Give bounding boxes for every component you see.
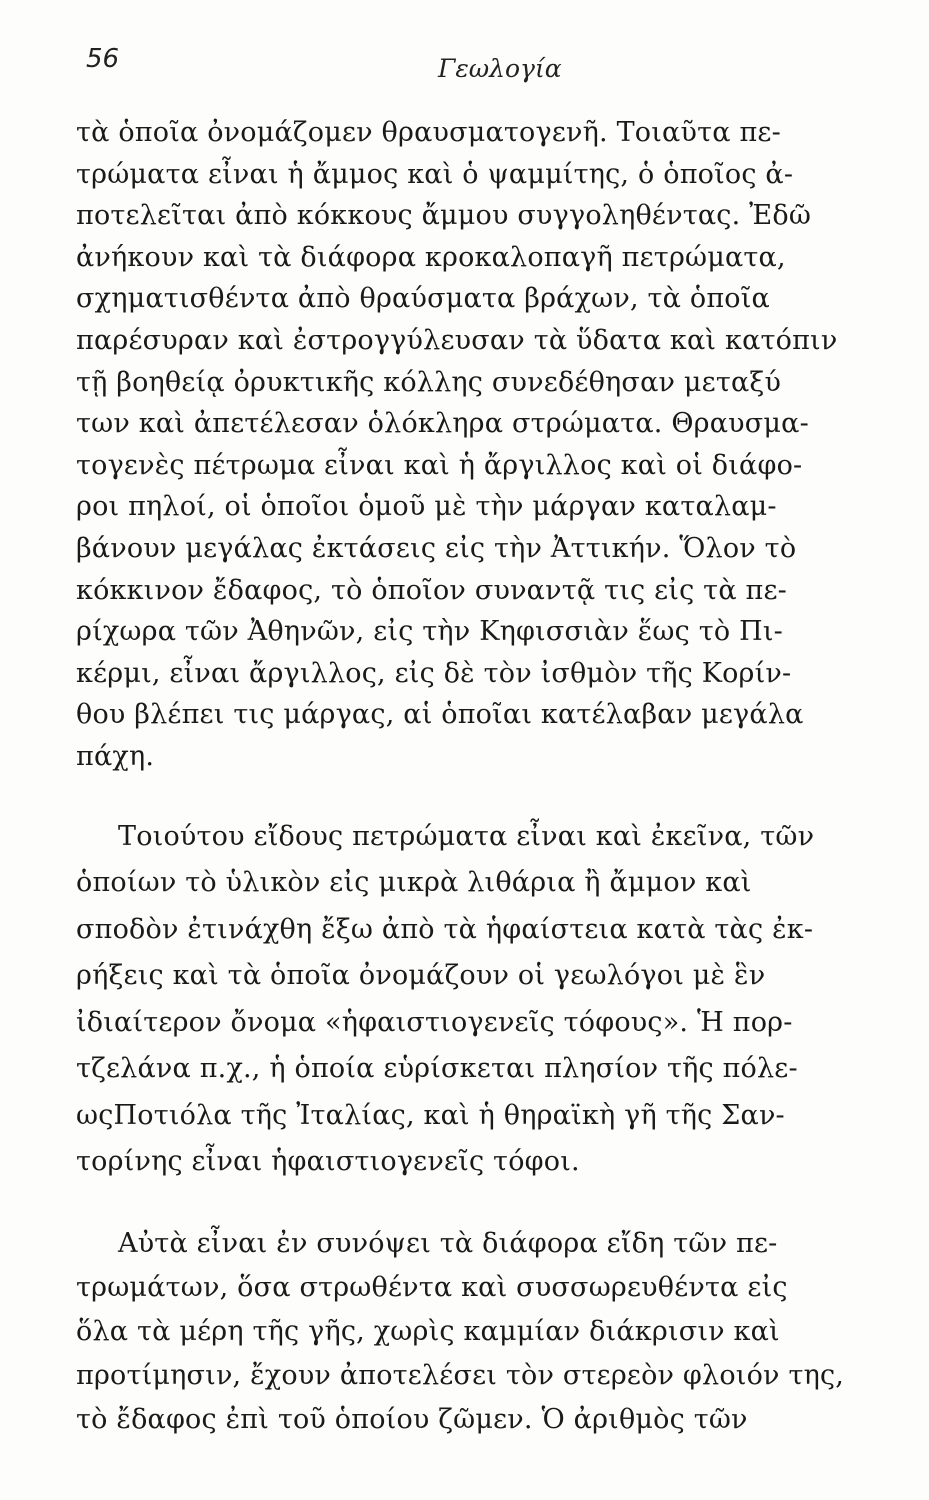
text-line: ωςΠοτιόλα τῆς Ἰταλίας, καὶ ἡ θηραϊκὴ γῆ τῆς Σαν- <box>76 1099 785 1131</box>
paragraph-3 <box>76 1222 856 1442</box>
text-line: ποτελεῖται ἀπὸ κόκκους ἄμμου συγγοληθέντας. Ἐδῶ <box>76 200 812 232</box>
text-line: τρωμάτων, ὅσα στρωθέντα καὶ συσσωρευθέντα εἰς <box>76 1271 788 1303</box>
text-line: τῇ βοηθείᾳ ὀρυκτικῆς κόλλης συνεδέθησαν μεταξύ <box>76 366 782 398</box>
text-line: θου βλέπει τις μάργας, αἱ ὁποῖαι κατέλαβαν μεγάλα <box>76 699 804 731</box>
text-line: κόκκινον ἔδαφος, τὸ ὁποῖον συναντᾷ τις εἰς τὰ πε- <box>76 574 787 606</box>
text-line: τορίνης εἶναι ἡφαιστιογενεῖς τόφοι. <box>76 1146 580 1177</box>
page-number: 56 <box>86 44 120 74</box>
text-line: Τοιούτου εἴδους πετρώματα εἶναι καὶ ἐκεῖνα, τῶν <box>118 820 815 852</box>
running-title: Γεωλογία <box>438 54 562 83</box>
body-text <box>76 112 856 1442</box>
text-line: ρήξεις καὶ τὰ ὁποῖα ὀνομάζουν οἱ γεωλόγοι μὲ ἓν <box>76 960 766 991</box>
text-line: τὸ ἔδαφος ἐπὶ τοῦ ὁποίου ζῶμεν. Ὁ ἀριθμὸς τῶν <box>76 1403 748 1435</box>
text-line: προτίμησιν, ἔχουν ἀποτελέσει τὸν στερεὸν φλοιόν της, <box>76 1359 845 1391</box>
text-line: σχηματισθέντα ἀπὸ θραύσματα βράχων, τὰ ὁποῖα <box>76 283 770 315</box>
text-line: ροι πηλοί, οἱ ὁποῖοι ὁμοῦ μὲ τὴν μάργαν καταλαμ- <box>76 491 777 523</box>
paragraph-1 <box>76 112 856 778</box>
text-line: τρώματα εἶναι ἡ ἄμμος καὶ ὁ ψαμμίτης, ὁ ὁποῖος ἀ- <box>76 158 794 190</box>
text-line: ρίχωρα τῶν Ἀθηνῶν, εἰς τὴν Κηφισσιὰν ἕως τὸ Πι- <box>76 616 783 648</box>
text-line: ἀνήκουν καὶ τὰ διάφορα κροκαλοπαγῆ πετρώματα, <box>76 241 786 273</box>
text-line: βάνουν μεγάλας ἐκτάσεις εἰς τὴν Ἀττικήν. Ὅλον τὸ <box>76 532 797 564</box>
text-line: τζελάνα π.χ., ἡ ὁποία εὑρίσκεται πλησίον τῆς πόλε- <box>76 1053 798 1084</box>
text-line: ὅλα τὰ μέρη τῆς γῆς, χωρὶς καμμίαν διάκρισιν καὶ <box>76 1315 780 1347</box>
text-line: των καὶ ἀπετέλεσαν ὁλόκληρα στρώματα. Θραυσμα- <box>76 408 809 440</box>
text-line: σποδὸν ἐτινάχθη ἔξω ἀπὸ τὰ ἡφαίστεια κατὰ τὰς ἐκ- <box>76 913 814 945</box>
text-line: ἰδιαίτερον ὄνομα «ἡφαιστιογενεῖς τόφους». Ἡ πορ- <box>76 1006 793 1038</box>
paragraph-2 <box>76 814 856 1186</box>
text-line: πάχη. <box>76 740 155 772</box>
text-line: τὰ ὁποῖα ὀνομάζομεν θραυσματογενῆ. Τοιαῦτα πε- <box>76 117 781 148</box>
text-line: παρέσυραν καὶ ἐστρογγύλευσαν τὰ ὕδατα καὶ κατόπιν <box>76 324 838 356</box>
text-line: Αὐτὰ εἶναι ἐν συνόψει τὰ διάφορα εἴδη τῶν πε- <box>118 1227 778 1259</box>
text-line: τογενὲς πέτρωμα εἶναι καὶ ἡ ἄργιλλος καὶ οἱ διάφο- <box>76 449 803 481</box>
text-line: κέρμι, εἶναι ἄργιλλος, εἰς δὲ τὸν ἰσθμὸν τῆς Κορίν- <box>76 657 792 689</box>
text-line: ὁποίων τὸ ὑλικὸν εἰς μικρὰ λιθάρια ἢ ἄμμον καὶ <box>76 867 752 898</box>
